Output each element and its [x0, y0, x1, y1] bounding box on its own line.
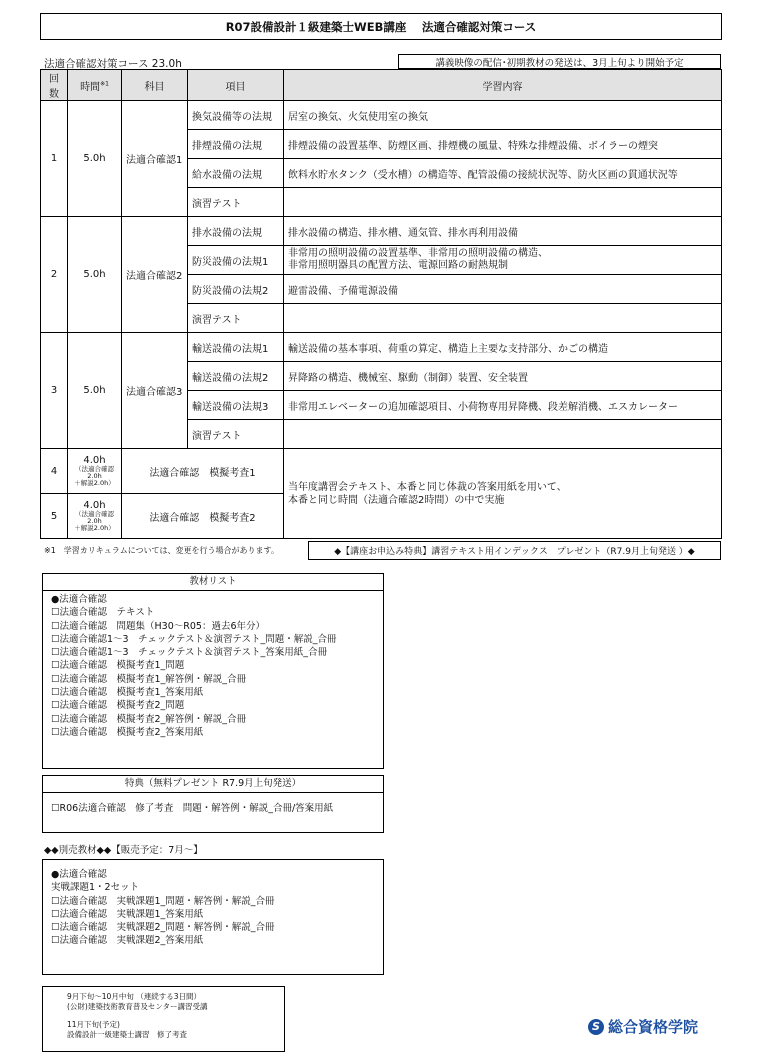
special-box	[42, 775, 384, 833]
subject-cell: 法適合確認3	[122, 333, 188, 449]
content-cell	[284, 188, 722, 217]
content-line-2: 非常用照明器具の配置方法、電源回路の耐熱規制	[288, 260, 508, 271]
list-item: ☐法適合確認1～3 チェックテスト＆演習テスト_答案用紙_合冊	[51, 647, 328, 659]
materials-box	[42, 573, 384, 769]
content-cell: 避雷設備、予備電源設備	[284, 275, 722, 304]
mock-time-note: ＋解説2.0h）	[74, 524, 115, 532]
mock-content-cell	[284, 449, 722, 539]
content-cell: 飲料水貯水タンク（受水槽）の構造等、配管設備の接続状況等、防火区画の貫通状況等	[284, 159, 722, 188]
separate-subheading: 実戦課題1・2セット	[51, 882, 140, 894]
content-cell: 居室の換気、火気使用室の換気	[284, 101, 722, 130]
header-item: 項目	[188, 70, 284, 101]
mock-time-note: （法適合確認2.0h	[75, 510, 114, 525]
list-item: ☐法適合確認 模擬考査2_答案用紙	[51, 726, 204, 738]
content-cell: 輸送設備の基本事項、荷重の算定、構造上主要な支持部分、かごの構造	[284, 333, 722, 362]
item-cell: 換気設備等の法規	[188, 101, 284, 130]
logo-mark-icon: S	[588, 1019, 604, 1035]
item-cell: 防災設備の法規2	[188, 275, 284, 304]
time-cell	[68, 449, 122, 494]
round-cell: 3	[41, 333, 68, 449]
content-cell: 排煙設備の設置基準、防煙区画、排煙機の風量、特殊な排煙設備、ボイラーの煙突	[284, 130, 722, 159]
course-label: 法適合確認対策コース 23.0h	[44, 58, 182, 70]
time-cell: 5.0h	[68, 217, 122, 333]
item-cell: 演習テスト	[188, 188, 284, 217]
time-cell: 5.0h	[68, 101, 122, 217]
item-cell: 演習テスト	[188, 304, 284, 333]
content-cell: 排水設備の構造、排水槽、通気管、排水再利用設備	[284, 217, 722, 246]
item-cell: 排水設備の法規	[188, 217, 284, 246]
content-cell: 昇降路の構造、機械室、駆動（制御）装置、安全装置	[284, 362, 722, 391]
schedule-line-4: 設備設計一級建築士講習 修了考査	[67, 1030, 187, 1039]
table-row	[41, 101, 722, 130]
mock-time: 4.0h	[83, 455, 106, 466]
mock-time-note: （法適合確認2.0h	[75, 465, 114, 480]
list-item: ☐法適合確認 問題集（H30～R05：過去6年分）	[51, 620, 265, 632]
list-item: ☐法適合確認 実戦課題2_問題・解答例・解説_合冊	[51, 922, 275, 934]
mock-content-line-1: 当年度講習会テキスト、本番と同じ体裁の答案用紙を用いて、	[288, 481, 567, 493]
list-item: ☐法適合確認1～3 チェックテスト＆演習テスト_問題・解説_合冊	[51, 633, 337, 645]
schedule-line-2: (公財)建築技術教育普及センター講習受講	[67, 1002, 208, 1011]
brand-logo	[588, 1016, 698, 1037]
schedule-table	[40, 69, 722, 539]
mock-time-note: ＋解説2.0h）	[74, 479, 115, 487]
time-cell: 5.0h	[68, 333, 122, 449]
time-cell	[68, 494, 122, 539]
mock-name-cell: 法適合確認 模擬考査2	[122, 494, 284, 539]
logo-text: 総合資格学院	[608, 1018, 699, 1036]
list-item: ☐法適合確認 模擬考査2_問題	[51, 700, 185, 712]
list-item: ☐法適合確認 模擬考査1_答案用紙	[51, 687, 204, 699]
item-cell: 輸送設備の法規2	[188, 362, 284, 391]
content-cell	[284, 246, 722, 275]
list-item: ☐法適合確認 模擬考査2_解答例・解説_合冊	[51, 713, 247, 725]
delivery-notice: 講義映像の配信･初期教材の発送は、3月上旬より開始予定	[398, 54, 721, 69]
list-item: ☐法適合確認 テキスト	[51, 607, 155, 619]
item-cell: 輸送設備の法規1	[188, 333, 284, 362]
round-cell: 1	[41, 101, 68, 217]
special-title: 特典（無料プレゼント R7.9月上旬発送）	[43, 776, 383, 793]
content-cell	[284, 304, 722, 333]
bonus-banner: ◆【講座お申込み特典】講習テキスト用インデックス プレゼント（R7.9月上旬発送 ）◆	[308, 541, 721, 560]
list-item: ☐法適合確認 実戦課題2_答案用紙	[51, 935, 204, 947]
mock-time: 4.0h	[83, 500, 106, 511]
special-item: ☐R06法適合確認 修了考査 問題・解答例・解説_合冊/答案用紙	[51, 803, 334, 814]
separate-box	[42, 859, 384, 975]
footnote: ※1 学習カリキュラムについては、変更を行う場合があります。	[44, 546, 279, 555]
schedule-line-3: 11月下旬(予定)	[67, 1020, 120, 1029]
header-round: 回数	[41, 70, 68, 101]
round-cell: 2	[41, 217, 68, 333]
mock-name-cell: 法適合確認 模擬考査1	[122, 449, 284, 494]
list-item: ☐法適合確認 実戦課題1_答案用紙	[51, 908, 204, 920]
item-cell: 給水設備の法規	[188, 159, 284, 188]
table-row	[41, 449, 722, 494]
round-cell: 4	[41, 449, 68, 494]
list-item: ☐法適合確認 模擬考査1_解答例・解説_合冊	[51, 673, 247, 685]
separate-heading: ●法適合確認	[51, 869, 107, 880]
mock-content-line-2: 本番と同じ時間（法適合確認2時間）の中で実施	[288, 494, 505, 506]
materials-heading: ●法適合確認	[51, 594, 107, 605]
list-item: ☐法適合確認 実戦課題1_問題・解答例・解説_合冊	[51, 895, 275, 907]
header-subject: 科目	[122, 70, 188, 101]
materials-list	[43, 591, 383, 741]
header-content: 学習内容	[284, 70, 722, 101]
content-cell: 非常用エレベーターの追加確認項目、小荷物専用昇降機、段差解消機、エスカレーター	[284, 391, 722, 420]
separate-list	[43, 860, 383, 950]
separate-label: ◆◆別売教材◆◆【販売予定：7月～】	[44, 845, 203, 856]
subject-cell: 法適合確認1	[122, 101, 188, 217]
header-time: 時間$^{※1}$	[68, 70, 122, 101]
materials-title: 教材リスト	[43, 574, 383, 591]
table-row	[41, 333, 722, 362]
subject-cell: 法適合確認2	[122, 217, 188, 333]
page-title: R07設備設計１級建築士WEB講座 法適合確認対策コース	[40, 13, 722, 40]
item-cell: 輸送設備の法規3	[188, 391, 284, 420]
item-cell: 演習テスト	[188, 420, 284, 449]
item-cell: 防災設備の法規1	[188, 246, 284, 275]
item-cell: 排煙設備の法規	[188, 130, 284, 159]
round-cell: 5	[41, 494, 68, 539]
schedule-box	[42, 986, 285, 1052]
table-header-row	[41, 70, 722, 101]
list-item: ☐法適合確認 模擬考査1_問題	[51, 660, 185, 672]
content-cell	[284, 420, 722, 449]
schedule-line-1: 9月下旬～10月中旬 （連続する3日間）	[67, 992, 201, 1001]
table-row	[41, 217, 722, 246]
content-line-1: 非常用の照明設備の設置基準、非常用の照明設備の構造、	[288, 248, 548, 259]
